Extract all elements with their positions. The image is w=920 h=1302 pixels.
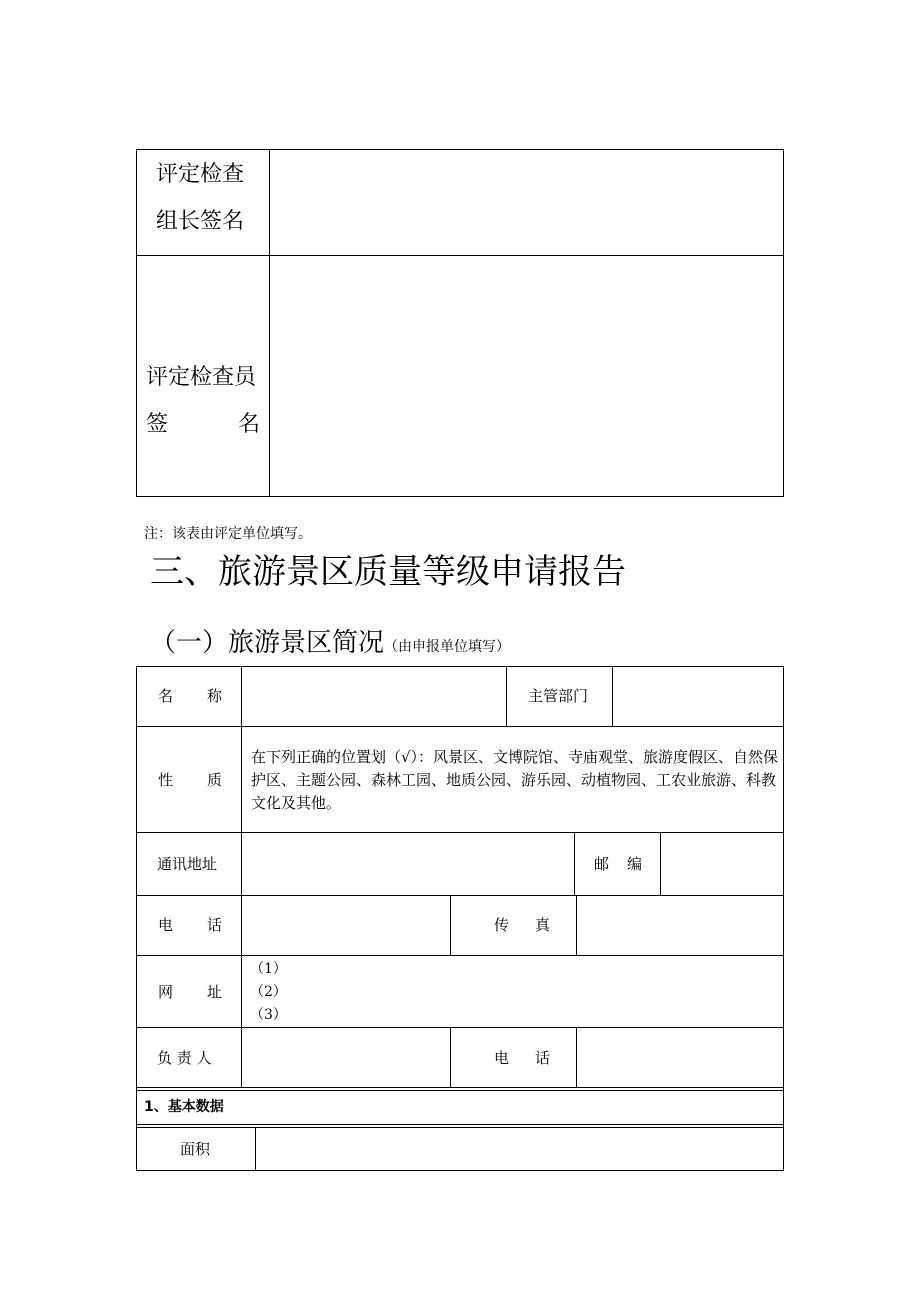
- area-field[interactable]: [256, 1128, 783, 1170]
- basic-data-heading: 1、基本数据: [144, 1099, 224, 1115]
- area-label: 面积: [180, 1140, 211, 1158]
- info-row-line: [136, 726, 784, 727]
- nature-label-char-a: 性: [158, 771, 174, 789]
- website-label-char-a: 网: [158, 983, 174, 1001]
- table-note: 注：该表由评定单位填写。: [144, 526, 312, 542]
- phone2-label-char-b: 话: [534, 1049, 550, 1067]
- subsection-hint: （由申报单位填写）: [384, 639, 511, 655]
- phone2-label-char-a: 电: [494, 1049, 510, 1067]
- nature-label-char-b: 质: [206, 771, 222, 789]
- inspector-sign-char-b: 名: [237, 412, 260, 437]
- nature-text[interactable]: 在下列正确的位置划（√）：风景区、文博院馆、寺庙观堂、旅游度假区、自然保护区、主题公园、森林工园、地质公园、游乐园、动植物园、工农业旅游、科教文化及其他。: [251, 748, 779, 812]
- website-item-2[interactable]: （2）: [250, 984, 287, 1000]
- postcode-field[interactable]: [661, 833, 783, 894]
- subsection-title: （一）旅游景区简况: [150, 628, 385, 658]
- postcode-label-char-b: 编: [626, 855, 642, 873]
- website-label: [158, 982, 222, 1002]
- info-row-line: [136, 1087, 784, 1088]
- leader-signature-field[interactable]: [270, 150, 783, 254]
- section-title: 三、旅游景区质量等级申请报告: [150, 552, 626, 592]
- fax-label-char-b: 真: [534, 916, 550, 934]
- manager-field[interactable]: [242, 1028, 449, 1086]
- info-col-line: [450, 1027, 451, 1087]
- phone2-field[interactable]: [577, 1028, 783, 1086]
- phone2-label: [494, 1048, 550, 1068]
- fax-label: [494, 915, 550, 935]
- postcode-label-char-a: 邮: [594, 855, 610, 873]
- phone-label-char-a: 电: [158, 916, 174, 934]
- info-row-line: [136, 1124, 784, 1125]
- dept-field[interactable]: [613, 667, 783, 725]
- postcode-label: [594, 854, 642, 874]
- info-row-line: [136, 955, 784, 956]
- inspector-sign-char-a: 签: [146, 412, 169, 437]
- info-col-line: [450, 895, 451, 955]
- name-label-char-a: 名: [158, 687, 174, 705]
- dept-label: 主管部门: [528, 687, 589, 705]
- subsection-title-line: [150, 626, 510, 664]
- name-label: [158, 686, 222, 706]
- info-row-line: [136, 1090, 784, 1091]
- info-col-line: [574, 832, 575, 895]
- website-label-char-b: 址: [206, 983, 222, 1001]
- phone-label-char-b: 话: [206, 916, 222, 934]
- website-item-3[interactable]: （3）: [250, 1007, 287, 1023]
- inspector-signature-field[interactable]: [270, 256, 783, 496]
- phone-label: [158, 915, 222, 935]
- nature-label: [158, 770, 222, 790]
- name-field[interactable]: [242, 667, 505, 725]
- fax-label-char-a: 传: [494, 916, 510, 934]
- address-label: 通讯地址: [157, 855, 218, 873]
- phone-field[interactable]: [242, 896, 449, 954]
- manager-label: 负 责 人: [157, 1049, 212, 1067]
- inspector-sign-label-line2: [146, 410, 260, 440]
- website-item-1[interactable]: （1）: [250, 961, 287, 977]
- info-col-line: [506, 666, 507, 726]
- leader-sign-label-line1: 评定检查: [156, 162, 245, 187]
- address-field[interactable]: [242, 833, 573, 894]
- fax-field[interactable]: [577, 896, 783, 954]
- name-label-char-b: 称: [206, 687, 222, 705]
- inspector-sign-label-line1: 评定检查员: [146, 365, 257, 390]
- leader-sign-label-line2: 组长签名: [156, 209, 245, 234]
